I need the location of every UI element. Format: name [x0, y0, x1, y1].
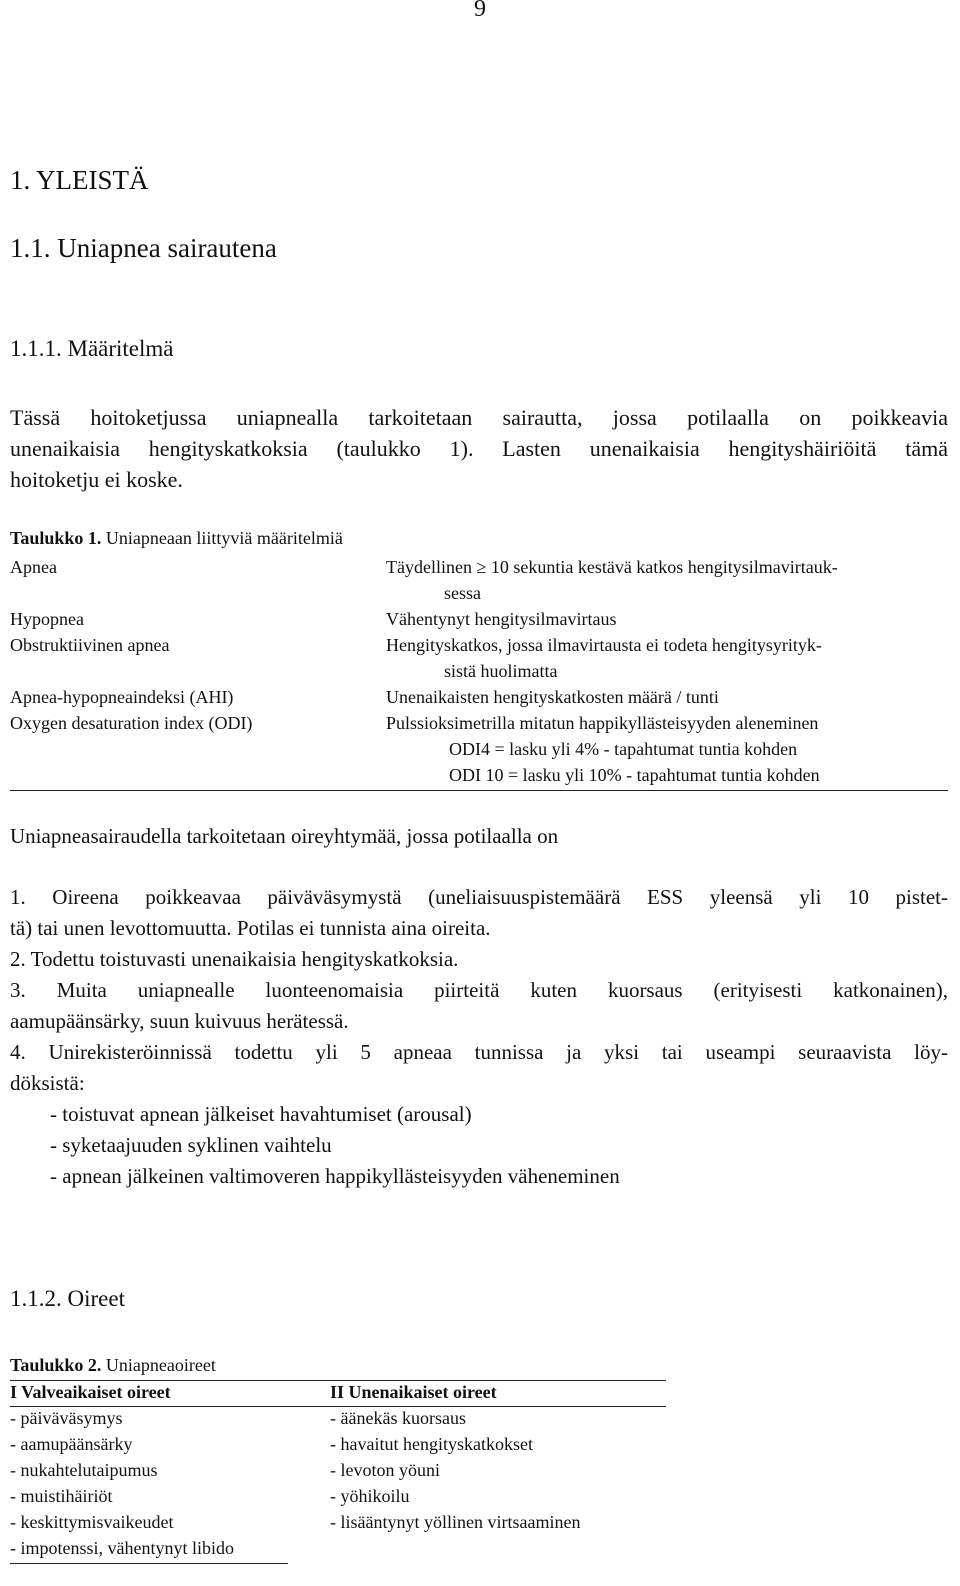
table1-definition — [386, 554, 838, 580]
table2-header-rule — [10, 1406, 666, 1407]
table1-odi10: ODI 10 = lasku yli 10% - tapahtumat tuntia kohden — [449, 765, 820, 785]
table1-definition: Unenaikaisten hengityskatkosten määrä / tunti — [386, 687, 719, 707]
heading-maaritelma: 1.1.1. Määritelmä — [10, 336, 174, 361]
criterion-sub-item: - toistuvat apnean jälkeiset havahtumiset (arousal) — [50, 1102, 472, 1126]
table1-definition: Hengityskatkos, jossa ilmavirtausta ei todeta hengitysyrityk- — [386, 635, 822, 655]
table1-term: Apnea-hypopneaindeksi (AHI) — [10, 687, 234, 707]
intro-paragraph — [10, 402, 948, 495]
intro-line: unenaikaisia hengityskatkoksia (taulukko 1). Lasten unenaikaisia hengityshäiriöitä tämä — [10, 436, 948, 461]
heading-yleista: 1. YLEISTÄ — [10, 165, 149, 195]
table2-col1-item: - nukahtelutaipumus — [10, 1460, 158, 1480]
table2-caption — [10, 1355, 216, 1376]
criterion-sub-item: - syketaajuuden syklinen vaihtelu — [50, 1133, 332, 1157]
table2-col2-item: - levoton yöuni — [330, 1460, 440, 1480]
criterion-line: 1. Oireena poikkeavaa päiväväsymystä (uneliaisuuspistemäärä ESS yleensä yli 10 pistet- — [10, 885, 948, 909]
criterion-2 — [10, 944, 948, 975]
table2-bottom-rule — [10, 1563, 288, 1564]
criterion-1 — [10, 882, 948, 944]
table2-col1-item: - impotenssi, vähentynyt libido — [10, 1538, 234, 1558]
table1-caption — [10, 528, 343, 549]
table2-col2-item: - yöhikoilu — [330, 1486, 410, 1506]
table2-col1-item: - muistihäiriöt — [10, 1486, 113, 1506]
table2-top-rule — [10, 1380, 666, 1381]
page-number: 9 — [474, 0, 486, 22]
table2-col2-item: - lisääntynyt yöllinen virtsaaminen — [330, 1512, 581, 1532]
heading-uniapnea-sairautena: 1.1. Uniapnea sairautena — [10, 233, 277, 263]
table2-col1-item: - aamupäänsärky — [10, 1434, 133, 1454]
intro-line: hoitoketju ei koske. — [10, 467, 183, 492]
table2-col2-header: II Unenaikaiset oireet — [330, 1382, 497, 1402]
criterion-line: 3. Muita uniapnealle luonteenomaisia piirteitä kuten kuorsaus (erityisesti katkonainen), — [10, 978, 948, 1002]
table1-caption-label: Taulukko 1. — [10, 528, 102, 548]
table1-definition: Pulssioksimetrilla mitatun happikyllästeisyyden aleneminen — [386, 713, 819, 733]
table2-caption-text: Uniapneaoireet — [101, 1355, 216, 1375]
criterion-4 — [10, 1037, 948, 1099]
disease-intro: Uniapneasairaudella tarkoitetaan oireyhtymää, jossa potilaalla on — [10, 824, 559, 848]
table1-term: Hypopnea — [10, 609, 84, 629]
table2-col1-item: - keskittymisvaikeudet — [10, 1512, 174, 1532]
criterion-3 — [10, 975, 948, 1037]
table1-odi4: ODI4 = lasku yli 4% - tapahtumat tuntia kohden — [449, 739, 798, 759]
table2-col2-item: - äänekäs kuorsaus — [330, 1408, 466, 1428]
table1-caption-text: Uniapneaan liittyviä määritelmiä — [101, 528, 343, 548]
table1-term: Apnea — [10, 557, 57, 577]
criterion-line: 4. Unirekisteröinnissä todettu yli 5 apneaa tunnissa ja yksi tai useampi seuraavista löy- — [10, 1040, 948, 1064]
table2-col1-header: I Valveaikaiset oireet — [10, 1382, 171, 1402]
heading-oireet: 1.1.2. Oireet — [10, 1286, 125, 1311]
table1-definition-continued: sistä huolimatta — [444, 661, 558, 681]
table1-bottom-rule — [10, 790, 948, 791]
criterion-line: döksistä: — [10, 1071, 85, 1095]
table2-caption-label: Taulukko 2. — [10, 1355, 102, 1375]
table2-col2-item: - havaitut hengityskatkokset — [330, 1434, 533, 1454]
criterion-line: tä) tai unen levottomuutta. Potilas ei tunnista aina oireita. — [10, 916, 491, 940]
criterion-line: 2. Todettu toistuvasti unenaikaisia hengityskatkoksia. — [10, 947, 459, 971]
table1-definition-line: Täydellinen ≥ 10 sekuntia kestävä katkos hengitysilmavirtauk- — [386, 557, 838, 577]
table2-col1-item: - päiväväsymys — [10, 1408, 123, 1428]
criterion-line: aamupäänsärky, suun kuivuus herätessä. — [10, 1009, 349, 1033]
table1-term: Obstruktiivinen apnea — [10, 635, 170, 655]
criterion-sub-item: - apnean jälkeinen valtimoveren happikyllästeisyyden väheneminen — [50, 1164, 620, 1188]
table1-definition-continued: sessa — [444, 583, 481, 603]
intro-line: Tässä hoitoketjussa uniapnealla tarkoitetaan sairautta, jossa potilaalla on poikkeavia — [10, 405, 948, 430]
table1-term: Oxygen desaturation index (ODI) — [10, 713, 253, 733]
table1-definition: Vähentynyt hengitysilmavirtaus — [386, 609, 617, 629]
